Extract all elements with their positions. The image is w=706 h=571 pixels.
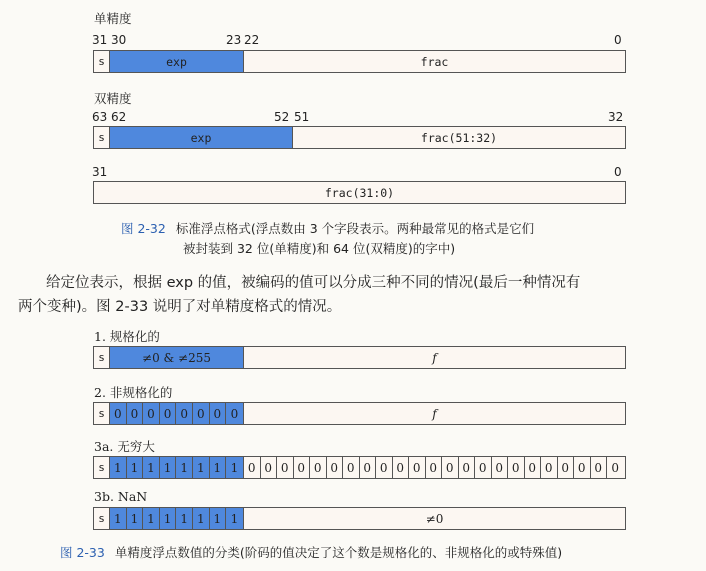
single-precision-title: 单精度 bbox=[94, 11, 132, 26]
bit-index-30: 30 bbox=[111, 33, 127, 47]
body-paragraph-line1: 给定位表示，根据 exp 的值，被编码的值可以分成三种不同的情况(最后一种情况有 bbox=[46, 275, 581, 291]
frac-field: f bbox=[432, 350, 437, 365]
frac-bit: 0 bbox=[360, 457, 377, 478]
frac-field: ≠0 bbox=[425, 511, 444, 526]
figure-caption bbox=[60, 543, 562, 561]
single-precision-layout bbox=[93, 50, 626, 73]
frac-bit: 0 bbox=[475, 457, 492, 478]
exp-bit: 0 bbox=[110, 403, 127, 424]
sign-field: s bbox=[94, 457, 110, 478]
frac-bit: 0 bbox=[591, 457, 608, 478]
sign-field: s bbox=[94, 51, 110, 72]
frac-bit: 0 bbox=[541, 457, 558, 478]
frac-bit: 0 bbox=[294, 457, 311, 478]
exp-bit: 0 bbox=[127, 403, 144, 424]
figure-caption bbox=[121, 219, 534, 237]
normalized-title: 1. 规格化的 bbox=[94, 329, 160, 344]
denormalized-title: 2. 非规格化的 bbox=[94, 385, 173, 400]
bit-index-63: 63 bbox=[92, 110, 108, 124]
sign-field: s bbox=[94, 403, 110, 424]
exp-bit: 1 bbox=[127, 508, 144, 529]
exp-bit: 1 bbox=[176, 457, 193, 478]
frac-bits bbox=[244, 457, 625, 478]
exp-bit: 0 bbox=[193, 403, 210, 424]
exp-bit: 0 bbox=[176, 403, 193, 424]
exp-bit: 1 bbox=[210, 508, 227, 529]
frac-bit: 0 bbox=[393, 457, 410, 478]
exp-bit: 1 bbox=[127, 457, 144, 478]
caption-text: 单精度浮点数值的分类(阶码的值决定了这个数是规格化的、非规格化的或特殊值) bbox=[114, 545, 563, 560]
exp-bit: 0 bbox=[160, 403, 177, 424]
exp-bit: 1 bbox=[230, 460, 239, 475]
frac-bit: 0 bbox=[343, 457, 360, 478]
exp-field: exp bbox=[110, 127, 293, 148]
nan-layout bbox=[93, 507, 626, 530]
bit-index-52: 52 bbox=[274, 110, 290, 124]
frac-bit: 0 bbox=[525, 457, 542, 478]
exp-bit: 1 bbox=[160, 508, 177, 529]
bit-index-31: 31 bbox=[92, 165, 108, 179]
frac-bit: 0 bbox=[409, 457, 426, 478]
exp-bit: 1 bbox=[160, 457, 177, 478]
exp-field: ≠0 & ≠255 bbox=[110, 347, 244, 368]
frac-low-field: frac(31:0) bbox=[324, 185, 395, 200]
exp-field: exp bbox=[110, 51, 244, 72]
frac-bit: 0 bbox=[327, 457, 344, 478]
bit-index-31: 31 bbox=[92, 33, 108, 47]
bit-index-32: 32 bbox=[608, 110, 624, 124]
exp-bit: 0 bbox=[210, 403, 227, 424]
bit-index-0: 0 bbox=[614, 165, 622, 179]
sign-field: s bbox=[94, 508, 110, 529]
figure-number: 图 2-33 bbox=[60, 545, 105, 560]
exp-bit: 0 bbox=[143, 403, 160, 424]
frac-bit: 0 bbox=[611, 460, 620, 475]
exp-bit: 1 bbox=[110, 508, 127, 529]
sign-field: s bbox=[94, 127, 110, 148]
frac-bit: 0 bbox=[426, 457, 443, 478]
exp-bit: 1 bbox=[193, 457, 210, 478]
double-precision-low-word bbox=[93, 181, 626, 204]
exp-bit: 1 bbox=[143, 508, 160, 529]
bit-index-0: 0 bbox=[614, 33, 622, 47]
frac-bit: 0 bbox=[508, 457, 525, 478]
frac-bit: 0 bbox=[376, 457, 393, 478]
double-precision-title: 双精度 bbox=[94, 91, 132, 106]
body-paragraph-line2: 两个变种)。图 2-33 说明了对单精度格式的情况。 bbox=[18, 299, 342, 315]
infinity-layout bbox=[93, 456, 626, 479]
infinity-title: 3a. 无穷大 bbox=[94, 439, 155, 454]
frac-bit: 0 bbox=[558, 457, 575, 478]
bit-index-22: 22 bbox=[244, 33, 260, 47]
normalized-layout bbox=[93, 346, 626, 369]
frac-field: f bbox=[432, 406, 437, 421]
exp-bit: 1 bbox=[143, 457, 160, 478]
exp-bit: 1 bbox=[193, 508, 210, 529]
nan-title: 3b. NaN bbox=[94, 489, 148, 504]
sign-field: s bbox=[94, 347, 110, 368]
frac-bit: 0 bbox=[492, 457, 509, 478]
exp-bits bbox=[110, 508, 244, 529]
frac-bit: 0 bbox=[277, 457, 294, 478]
exp-bit: 1 bbox=[210, 457, 227, 478]
exp-bit: 1 bbox=[230, 511, 239, 526]
exp-bit: 0 bbox=[230, 406, 239, 421]
frac-bit: 0 bbox=[310, 457, 327, 478]
bit-index-23: 23 bbox=[226, 33, 242, 47]
double-precision-high-word bbox=[93, 126, 626, 149]
frac-bit: 0 bbox=[574, 457, 591, 478]
exp-bit: 1 bbox=[110, 457, 127, 478]
bit-index-51: 51 bbox=[294, 110, 310, 124]
frac-field: frac bbox=[420, 54, 449, 69]
frac-bit: 0 bbox=[442, 457, 459, 478]
figure-number: 图 2-32 bbox=[121, 221, 166, 236]
frac-bit: 0 bbox=[261, 457, 278, 478]
bit-index-62: 62 bbox=[111, 110, 127, 124]
denormalized-layout bbox=[93, 402, 626, 425]
caption-text-line1: 标准浮点格式(浮点数由 3 个字段表示。两种最常见的格式是它们 bbox=[175, 221, 535, 236]
frac-bit: 0 bbox=[244, 457, 261, 478]
exp-bits bbox=[110, 457, 244, 478]
exp-bits bbox=[110, 403, 244, 424]
frac-high-field: frac(51:32) bbox=[420, 130, 498, 145]
caption-text-line2: 被封装到 32 位(单精度)和 64 位(双精度)的字中) bbox=[183, 241, 456, 256]
frac-bit: 0 bbox=[459, 457, 476, 478]
exp-bit: 1 bbox=[176, 508, 193, 529]
